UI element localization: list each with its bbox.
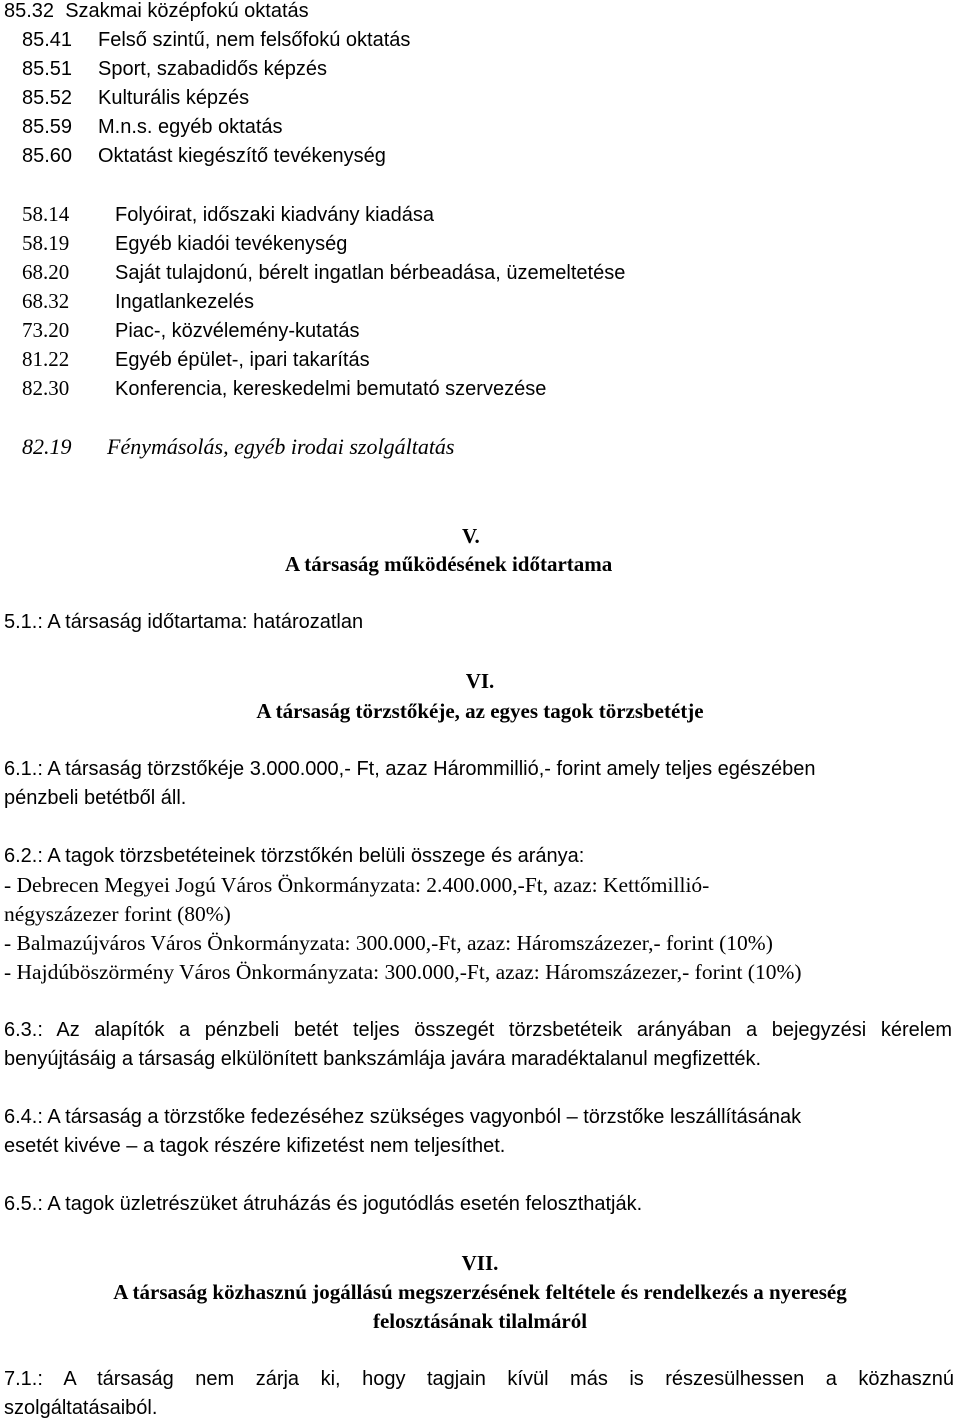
paragraph-line: pénzbeli betétből áll. xyxy=(4,787,187,809)
section-title-line: A társaság közhasznú jogállású megszerzésének feltétele és rendelkezés a nyereség xyxy=(113,1280,847,1304)
section-numeral: VII. xyxy=(461,1251,499,1275)
activity-label: Folyóirat, időszaki kiadvány kiadása xyxy=(115,204,435,226)
activity-label: Egyéb kiadói tevékenység xyxy=(115,233,348,255)
paragraph-line: esetét kivéve – a tagok részére kifizetést nem teljesíthet. xyxy=(4,1135,506,1157)
section-title-line: felosztásának tilalmáról xyxy=(372,1309,588,1333)
paragraph: 5.1.: A társaság időtartama: határozatlan xyxy=(4,611,364,633)
activity-label: Konferencia, kereskedelmi bemutató szervezése xyxy=(115,378,547,400)
activity-code: 73.20 xyxy=(22,318,70,342)
activity-label: Felső szintű, nem felsőfokú oktatás xyxy=(98,29,411,51)
activity-row xyxy=(22,27,410,53)
activity-row xyxy=(22,259,625,286)
activity-label: Szakmai középfokú oktatás xyxy=(65,0,309,22)
activity-label: Piac-, közvélemény-kutatás xyxy=(115,320,360,342)
paragraph-line: - Hajdúböszörmény Város Önkormányzata: 300.000,-Ft, azaz: Háromszázezer,- forint (10%) xyxy=(4,960,802,984)
paragraph: 6.5.: A tagok üzletrészüket átruházás és jogutódlás esetén feloszthatják. xyxy=(4,1193,643,1215)
paragraph-line: 6.3.: Az alapítók a pénzbeli betét teljes összegét törzsbetéteik arányában a bejegyzési kérelem xyxy=(4,1019,952,1041)
activity-code: 58.14 xyxy=(22,202,70,226)
activity-row xyxy=(22,201,434,228)
activity-code: 85.41 xyxy=(22,29,73,51)
activity-label: Egyéb épület-, ipari takarítás xyxy=(115,349,370,371)
paragraph-line: négyszázezer forint (80%) xyxy=(4,902,231,926)
activity-label: Kulturális képzés xyxy=(98,87,250,109)
activity-code: 68.20 xyxy=(22,260,70,284)
activity-label: Saját tulajdonú, bérelt ingatlan bérbeadása, üzemeltetése xyxy=(115,262,626,284)
activity-row xyxy=(22,317,360,344)
activity-code: 85.52 xyxy=(22,87,73,109)
activity-row xyxy=(22,114,283,140)
activity-code: 82.30 xyxy=(22,376,70,400)
activity-row xyxy=(22,56,327,82)
activity-label: Oktatást kiegészítő tevékenység xyxy=(98,145,386,167)
section-title: A társaság működésének időtartama xyxy=(285,552,613,576)
paragraph-line: 6.1.: A társaság törzstőkéje 3.000.000,- Ft, azaz Hárommillió,- forint amely teljes egészében xyxy=(4,758,816,780)
activity-row xyxy=(4,0,309,24)
activity-row xyxy=(22,375,546,402)
activity-row xyxy=(22,288,254,315)
section-numeral: V. xyxy=(462,524,480,548)
paragraph-line: - Balmazújváros Város Önkormányzata: 300.000,-Ft, azaz: Háromszázezer,- forint (10%) xyxy=(4,931,773,955)
activity-label: Fénymásolás, egyéb irodai szolgáltatás xyxy=(107,434,455,459)
activity-code: 81.22 xyxy=(22,347,70,371)
activity-label: M.n.s. egyéb oktatás xyxy=(98,116,283,138)
activity-row-italic xyxy=(22,434,455,460)
activity-row xyxy=(22,143,386,169)
activity-code: 85.60 xyxy=(22,145,73,167)
activity-row xyxy=(22,85,249,111)
activity-code: 85.32 xyxy=(4,0,55,22)
activity-code: 82.19 xyxy=(22,434,72,459)
activity-code: 68.32 xyxy=(22,289,70,313)
activity-label: Ingatlankezelés xyxy=(115,291,254,313)
activity-label: Sport, szabadidős képzés xyxy=(98,58,328,80)
section-numeral: VI. xyxy=(465,669,495,693)
activity-row xyxy=(22,346,370,373)
paragraph-line: 7.1.: A társaság nem zárja ki, hogy tagjain kívül más is részesülhessen a közhasznú xyxy=(4,1368,954,1390)
activity-code: 85.51 xyxy=(22,58,73,80)
paragraph-line: - Debrecen Megyei Jogú Város Önkormányzata: 2.400.000,-Ft, azaz: Kettőmillió- xyxy=(4,873,710,897)
activity-code: 85.59 xyxy=(22,116,73,138)
activity-code: 58.19 xyxy=(22,231,70,255)
activity-row xyxy=(22,230,347,257)
paragraph-line: 6.2.: A tagok törzsbetéteinek törzstőkén belüli összege és aránya: xyxy=(4,845,585,867)
paragraph-line: benyújtásáig a társaság elkülönített bankszámlája javára maradéktalanul megfizették. xyxy=(4,1048,762,1070)
paragraph-line: szolgáltatásaiból. xyxy=(4,1397,158,1419)
section-title: A társaság törzstőkéje, az egyes tagok törzsbetétje xyxy=(256,699,704,723)
paragraph-line: 6.4.: A társaság a törzstőke fedezéséhez szükséges vagyonból – törzstőke leszállításának xyxy=(4,1106,802,1128)
